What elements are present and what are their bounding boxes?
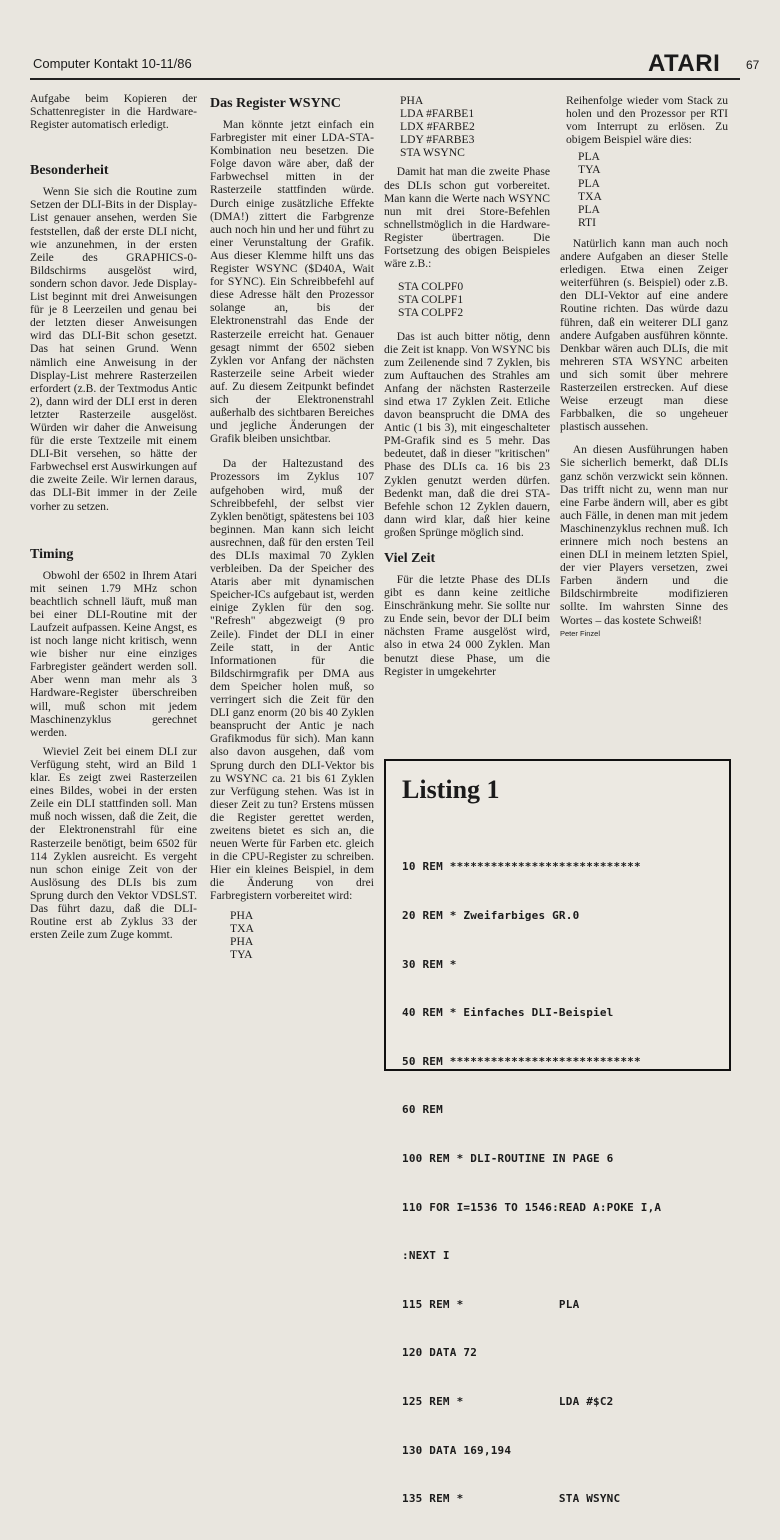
- listing-title: Listing 1: [402, 775, 500, 804]
- heading-register-wsync: Das Register WSYNC: [210, 96, 341, 111]
- magazine-issue: Computer Kontakt 10-11/86: [33, 56, 192, 71]
- code-line: PLA: [578, 150, 600, 164]
- code-line: 10 REM ****************************: [402, 860, 641, 874]
- paragraph: Aufgabe beim Kopieren der Schattenregister in die Hardware-Register automatisch erledigt.: [30, 92, 197, 132]
- column-2: [210, 96, 374, 961]
- paragraph: Wenn Sie sich die Routine zum Setzen der DLI-Bits in der Display-List genauer ansehen, werden Sie feststellen, daß der erste DLI nicht, wie anzunehmen, in der ersten Zeile des GRAPHICS-0-Bildschirms ausgelöst wird, sondern schon davor. Jede Display-List beginnt mit drei Anweisungen für je 8 Leerzeilen und genau bei der letzten dieser Anweisungen wird das DLI-Bit schon gesetzt. Das hat seinen Grund. Wenn nämlich eine Anweisung in der Display-List mehrere Rasterzeilen erfordert (z.B. der Textmodus Antic 2), dann wird der DLI erst in deren letzter Rasterzeile ausgelöst. Würden wir daher die Anweisung für die erste Textzeile mit einem DLI-Bit versehen, so hätte der Farbwechsel erst Auswirkungen auf die zweite Zeile. Wir lernen daraus, das DLI-Bit immer in der Zeile vorher zu setzen.: [30, 185, 197, 513]
- code-line: 135 REM * STA WSYNC: [402, 1492, 621, 1506]
- code-line: TXA: [578, 189, 602, 203]
- code-snippet: [560, 150, 728, 229]
- brand-logo: ATARI: [648, 50, 721, 77]
- code-line: :NEXT I: [402, 1249, 450, 1263]
- paragraph: Das ist auch bitter nötig, denn die Zeit ist knapp. Von WSYNC bis zum Zeilenende sind 7 Zyklen, bis zum Auftauchen des Strahles am Anfang der nächsten Rasterzeile sind etwa 17 Zyklen Zeit. Etliche davon beansprucht die DMA des Antic (1 bis 3), mit eingeschalteter PM-Grafik sind es 5 mehr. Das bedeutet, daß in dieser "kritischen" Phase des DLIs ca. 16 bis 23 Zyklen genutzt werden dürfen. Bedenkt man, daß die drei STA-Befehle schon 12 Zyklen dauern, dann wird klar, daß hier keine großen Sprünge möglich sind.: [384, 329, 550, 539]
- code-line: 125 REM * LDA #$C2: [402, 1394, 614, 1408]
- column-1: [30, 92, 197, 941]
- code-line: 30 REM *: [402, 957, 457, 971]
- code-line: TYA: [578, 163, 601, 177]
- code-line: TYA: [230, 947, 253, 961]
- code-line: 120 DATA 72: [402, 1346, 478, 1360]
- code-snippet: [210, 909, 374, 961]
- code-line: 20 REM * Zweifarbiges GR.0: [402, 909, 580, 922]
- code-line: PHA: [230, 908, 254, 922]
- code-line: PHA: [400, 94, 424, 107]
- code-line: LDX #FARBE2: [400, 120, 475, 134]
- code-line: LDY #FARBE3: [400, 133, 475, 147]
- code-line: RTI: [578, 215, 596, 229]
- paragraph: Obwohl der 6502 in Ihrem Atari mit seinen 1.79 MHz schon beachtlich schnell läuft, muß man bei einer DLI-Routine mit der Laufzeit aufpassen. Keine Angst, es ist noch lange nicht kritisch, wenn wie bisher nur eine einziges Farbregister geändert werden soll. Aber wenn man mehr als 3 Hardware-Register überschreiben will, muß schon mit jedem Maschinenzyklus gerechnet werden.: [30, 568, 197, 739]
- column-3: [384, 94, 550, 678]
- code-line: STA WSYNC: [400, 146, 465, 160]
- code-line: 130 DATA 169,194: [402, 1443, 512, 1457]
- paragraph: Man könnte jetzt einfach ein Farbregister mit einer LDA-STA-Kombination neu besetzen. Die Folge davon wäre aber, daß der Farbwechsel mitten in der Rasterzeile stattfinden würde. Durch einige zusätzliche Effekte (DMA!) zittert die Farbgrenze auch noch hin und her und führt zu einer Verunstaltung der Grafik. Aus dieser Klemme hilft uns das Register WSYNC ($D40A, Wait for SYNC). Ein Schreibbefehl auf diese Adresse hält den Prozessor solange an, bis der Elektronenstrahl das Ende der Rasterzeile erreicht hat. Genauer gesagt nimmt der 6502 sieben Zyklen vor Anfang der nächsten Rasterzeile seine Arbeit wieder auf. Zu diesem Zeitpunkt befindet sich der Elektronenstrahl außerhalb des sichtbaren Bereiches und jegliche Änderungen der Grafik bleiben unsichtbar.: [210, 118, 374, 446]
- paragraph: Damit hat man die zweite Phase des DLIs schon gut vorbereitet. Man kann die Werte nach WSYNC nun mit drei Store-Befehlen schnellstmöglich in die Hardware-Register übertragen. Die Fortsetzung des obigen Beispieles wäre z.B.:: [384, 165, 550, 271]
- code-line: 100 REM * DLI-ROUTINE IN PAGE 6: [402, 1151, 614, 1165]
- page-number: 67: [746, 58, 760, 72]
- page-header: [30, 50, 760, 80]
- code-line: PHA: [230, 934, 254, 948]
- heading-timing: Timing: [30, 546, 74, 562]
- code-snippet: [384, 94, 550, 159]
- code-line: PLA: [578, 176, 600, 190]
- code-line: 110 FOR I=1536 TO 1546:READ A:POKE I,A: [402, 1200, 662, 1214]
- code-line: PLA: [578, 202, 600, 216]
- listing-code: [402, 827, 722, 1540]
- code-line: STA COLPF1: [398, 293, 464, 307]
- code-line: LDA #FARBE1: [400, 107, 475, 121]
- code-snippet: [384, 280, 550, 319]
- paragraph: An diesen Ausführungen haben Sie sicherlich bemerkt, daß DLIs ganz schön verzwickt sein können. Das trifft nicht zu, wenn man nur eine Farbe ändern will, aber es gibt auch Fälle, in denen man mit jedem Maschinenzyklus rechnen muß. Ich erinnere mich noch bestens an einen DLI in meinem letzten Spiel, der vier Players versetzen, zwei Farben ändern und die Bildschirmbreite modifizieren sollte. Im wahrsten Sinne des Wortes – das kostete Schweiß!: [560, 443, 728, 627]
- heading-viel-zeit: Viel Zeit: [384, 551, 436, 566]
- code-line: STA COLPF2: [398, 306, 464, 320]
- paragraph: Für die letzte Phase des DLIs gibt es dann keine zeitliche Einschränkung mehr. Sie sollte nur zu Ende sein, bevor der DLI beim nächsten Frame ausgelöst wird, also in etwa 24 000 Zyklen. Man benutzt diese Phase, um die Register in umgekehrter: [384, 573, 550, 678]
- column-4: [560, 94, 728, 640]
- code-line: 60 REM: [402, 1103, 443, 1117]
- author-signature: Peter Finzel: [560, 628, 601, 638]
- code-line: TXA: [230, 921, 254, 935]
- code-line: 115 REM * PLA: [402, 1297, 580, 1311]
- code-line: STA COLPF0: [398, 280, 464, 294]
- code-line: 50 REM ****************************: [402, 1054, 641, 1068]
- listing-box: [384, 759, 731, 1506]
- paragraph: Natürlich kann man auch noch andere Aufgaben an dieser Stelle erledigen. Etwa einen Zeiger weiterführen (s. Beispiel) oder z.B. den DLI-Vektor auf eine andere Routine richten. Das würde dazu führen, daß ein weiterer DLI ganz andere Aufgaben ausführen könnte. Denkbar wären auch DLIs, die mit mehreren STA WSYNC arbeiten und sich somit über mehrere Rasterzeilen erstrecken. Auf diese Weise erzeugt man diese Farbbalken, die so ungeheuer plastisch aussehen.: [560, 236, 728, 434]
- code-line: 40 REM * Einfaches DLI-Beispiel: [402, 1006, 614, 1020]
- paragraph: Reihenfolge wieder vom Stack zu holen und den Prozessor per RTI vom Interrupt zu erlösen. Zu obigem Beispiel wäre dies:: [566, 94, 728, 147]
- paragraph: Da der Haltezustand des Prozessors im Zyklus 107 aufgehoben wird, muß der Schreibbefehl, der selbst vier Zyklen benötigt, spätestens bei 103 beginnen. Man kann sich leicht ausrechnen, daß für den ersten Teil des DLIs maximal 70 Zyklen verbleiben. Da der Speicher des Ataris aber mit dynamischen Speicher-ICs aufgebaut ist, werden einige Zyklen für den sog. "Refresh" abgezweigt (9 pro Zeile). Findet der DLI in einer Zeile statt, in der Antic Informationen für die Bildschirmgrafik per DMA aus dem Speicher holen muß, so verringert sich die Zeit für den DLI ganz enorm (20 bis 40 Zyklen beansprucht der Antic je nach Grafikmodus für sich). Man kann also davon ausgehen, daß vom Sprung durch den DLI-Vektor bis zu WSYNC ca. 21 bis 61 Zyklen zur Verfügung stehen. Was ist in dieser Zeit zu tun? Erstens müssen die Register gerettet werden, zweitens bietet es sich an, die neuen Werte für Farben etc. gleich in die CPU-Register zu schreiben. Hier ein kleines Beispiel, in dem die Änderung von drei Farbregistern vorbereitet wird:: [210, 457, 374, 903]
- paragraph: Wieviel Zeit bei einem DLI zur Verfügung steht, wird an Bild 1 klar. Es zeigt zwei Rasterzeilen eines Bildes, wobei in der ersten Zeile ein DLI stattfinden soll. Man muß noch wissen, daß die Zeit, die der Elektronenstrahl für eine Rasterzeile benötigt, beim 6502 für 114 Zyklen ausreicht. Es vergeht nun schon einige Zeit von der Auslösung des DLIs bis zum Sprung durch den Vektor VDSLST. Das führt dazu, daß die DLI-Routine erst ab Zyklus 33 der ersten Zeile zum Zuge kommt.: [30, 744, 197, 942]
- heading-besonderheit: Besonderheit: [30, 163, 109, 179]
